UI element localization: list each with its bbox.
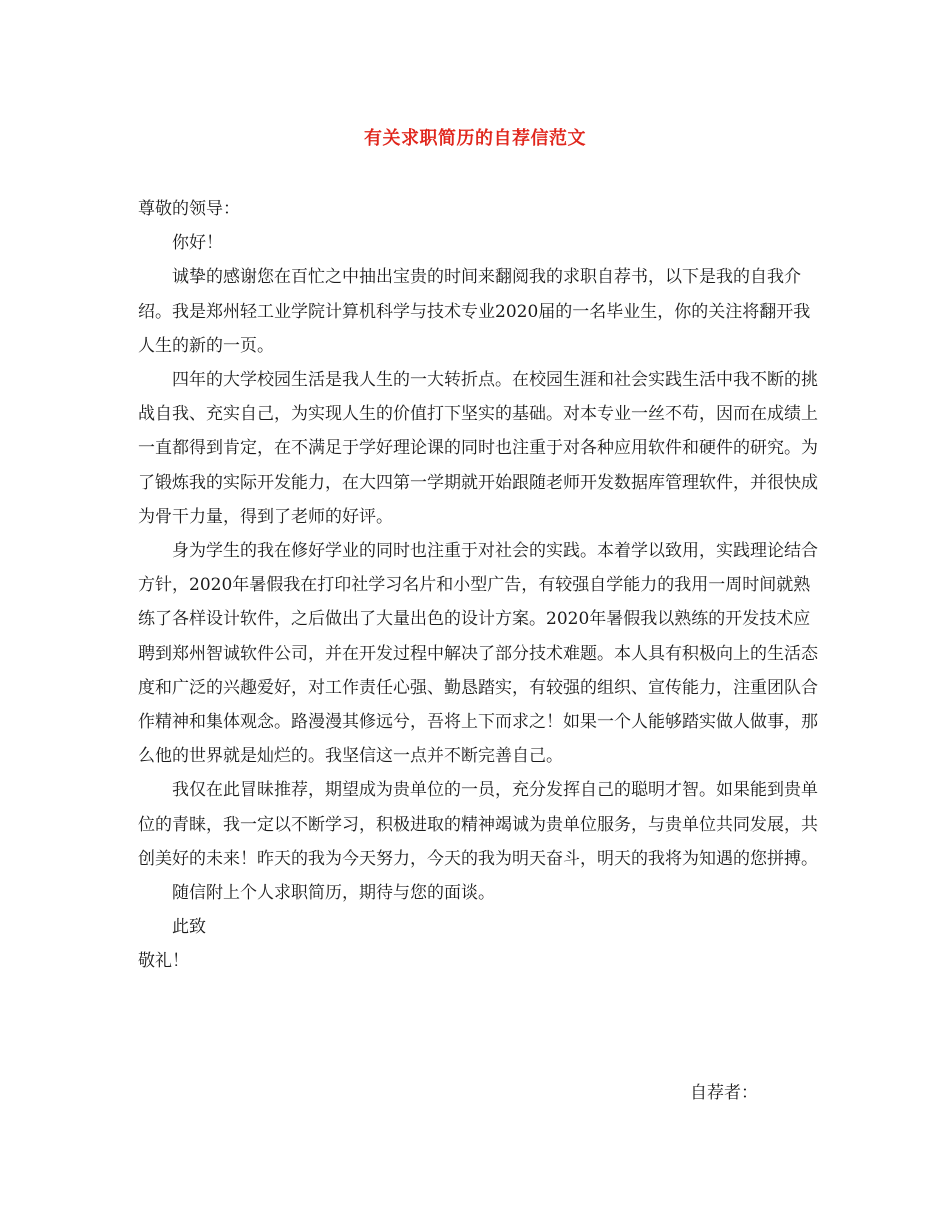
letter-body [138, 192, 818, 979]
paragraph-recommend: 我仅在此冒昧推荐，期望成为贵单位的一员，充分发挥自己的聪明才智。如果能到贵单位的青睐，我一定以不断学习，积极进取的精神竭诚为贵单位服务，与贵单位共同发展，共创美好的未来！昨天的我为今天努力，今天的我为明天奋斗，明天的我将为知遇的您拼搏。 [138, 780, 818, 869]
salutation: 尊敬的领导： [138, 199, 240, 219]
closing: 此致 [172, 917, 206, 938]
greeting: 你好！ [172, 233, 223, 254]
paragraph-university: 四年的大学校园生活是我人生的一大转折点。在校园生涯和社会实践生活中我不断的挑战自我、充实自己，为实现人生的价值打下坚实的基础。对本专业一丝不苟，因而在成绩上一直都得到肯定，在不满足于学好理论课的同时也注重于对各种应用软件和硬件的研究。为了锻炼我的实际开发能力，在大四第一学期就开始跟随老师开发数据库管理软件，并很快成为骨干力量，得到了老师的好评。 [138, 370, 818, 527]
paragraph-attachment: 随信附上个人求职简历，期待与您的面谈。 [172, 883, 495, 904]
paragraph-intro: 诚挚的感谢您在百忙之中抽出宝贵的时间来翻阅我的求职自荐书，以下是我的自我介绍。我是郑州轻工业学院计算机科学与技术专业2020届的一名毕业生，你的关注将翻开我人生的新的一页。 [138, 267, 811, 356]
paragraph-practice: 身为学生的我在修好学业的同时也注重于对社会的实践。本着学以致用，实践理论结合方针，2020年暑假我在打印社学习名片和小型广告，有较强自学能力的我用一周时间就熟练了各样设计软件，之后做出了大量出色的设计方案。2020年暑假我以熟练的开发技术应聘到郑州智诚软件公司，并在开发过程中解决了部分技术难题。本人具有积极向上的生活态度和广泛的兴趣爱好，对工作责任心强、勤恳踏实，有较强的组织、宣传能力，注重团队合作精神和集体观念。路漫漫其修远兮，吾将上下而求之！如果一个人能够踏实做人做事，那么他的世界就是灿烂的。我坚信这一点并不断完善自己。 [138, 541, 818, 767]
regards: 敬礼！ [138, 951, 189, 972]
signature: 自荐者： [690, 1083, 758, 1103]
document-title: 有关求职简历的自荐信范文 [364, 128, 586, 149]
